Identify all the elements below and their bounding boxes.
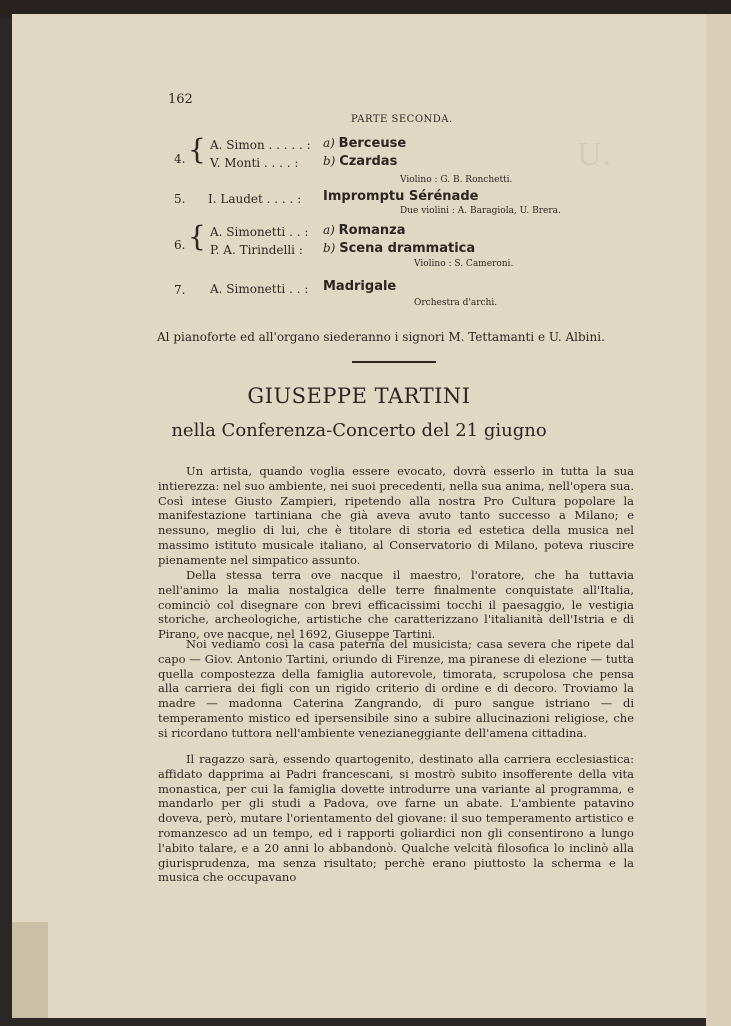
bleed-through-ghost-text: U. <box>577 136 613 173</box>
work-name: Madrigale <box>323 279 397 294</box>
section-divider <box>352 361 436 363</box>
work-letter: a) <box>323 223 335 237</box>
composer: A. Simonetti . . : <box>210 282 309 296</box>
document-page <box>12 14 706 1018</box>
article-paragraph: Un artista, quando voglia essere evocato, dovrà esserlo in tutta la sua intierezza: nel suo ambiente, nei suoi precedenti, nella sua anima, nell'opera sua. Così intese Giusto Zampieri, ripetendo alla nostra Pro Cultura popolare la manifestazione tartiniana che già aveva avuto tanto successo a Milano; e nessuno, meglio di lui, che è titolare di storia ed estetica della musica nel massimo istituto musicale italiano, al Conservatorio di Milano, poteva riuscire pienamente nel simpatico assunto. <box>158 464 634 567</box>
part-title: PARTE SECONDA. <box>351 114 453 125</box>
performers: Violino : S. Cameroni. <box>414 259 514 269</box>
composer: V. Monti . . . . : <box>210 156 299 170</box>
article-subtitle: nella Conferenza-Concerto del 21 giugno <box>171 420 547 441</box>
composer: P. A. Tirindelli : <box>210 243 303 257</box>
accompaniment-note: Al pianoforte ed all'organo siederanno i signori M. Tettamanti e U. Albini. <box>157 330 605 344</box>
page-number: 162 <box>168 92 193 107</box>
program-entry <box>174 133 706 188</box>
performers: Orchestra d'archi. <box>414 298 498 308</box>
work-name: Scena drammatica <box>339 241 476 256</box>
article-title: GIUSEPPE TARTINI <box>247 384 471 408</box>
work-title <box>323 189 478 204</box>
work-name: Czardas <box>339 154 398 169</box>
program-entry <box>174 278 706 328</box>
performers: Violino : G. B. Ronchetti. <box>400 175 513 185</box>
work-name: Romanza <box>338 223 406 238</box>
article-paragraph: Noi vediamo così la casa paterna del musicista; casa severa che ripete dal capo — Giov. Antonio Tartini, oriundo di Firenze, ma piranese di elezione — tutta quella compostezza della famiglia autorevole, timorata, scrupolosa che pensa alla carriera dei figli con un rigido criterio di ordine e di decoro. Troviamo la madre — madonna Caterina Zangrando, di puro sangue istriano — di temperamento mistico ed ipersensibile sino a subire allucinazioni religiose, che si ricordano tuttora nell'ambiente venezianeggiante dell'amena cittadina. <box>158 637 634 740</box>
brace: { <box>188 133 206 166</box>
performers: Due violini : A. Baragiola, U. Brera. <box>400 206 561 216</box>
work-title <box>323 136 406 151</box>
program-entry <box>174 220 706 275</box>
folded-corner <box>12 922 48 1018</box>
brace: { <box>188 220 206 253</box>
adjacent-page-edge <box>706 14 731 1026</box>
work-letter: b) <box>323 154 336 168</box>
work-title <box>323 279 396 294</box>
composer: I. Laudet . . . . : <box>208 192 302 206</box>
work-title <box>323 223 406 238</box>
entry-number: 7. <box>174 283 186 297</box>
work-letter: a) <box>323 136 335 150</box>
entry-number: 4. <box>174 152 186 166</box>
work-name: Impromptu Sérénade <box>323 189 479 204</box>
article-paragraph: Della stessa terra ove nacque il maestro, l'oratore, che ha tuttavia nell'animo la malia nostalgica delle terre finalmente conquistate all'Italia, cominciò col disegnare con brevi efficacissimi tocchi il paesaggio, le vestigia storiche, archeologiche, artistiche che caratterizzano l'italianità dell'Istria e di Pirano, ove nacque, nel 1692, Giuseppe Tartini. <box>158 568 634 642</box>
work-name: Berceuse <box>338 136 407 151</box>
entry-number: 5. <box>174 192 186 206</box>
entry-number: 6. <box>174 238 186 252</box>
work-title <box>323 241 475 256</box>
work-letter: b) <box>323 241 336 255</box>
work-title <box>323 154 397 169</box>
composer: A. Simonetti . . : <box>210 225 309 239</box>
article-paragraph: Il ragazzo sarà, essendo quartogenito, destinato alla carriera ecclesiastica: affidato dapprima ai Padri francescani, si mostrò subito insofferente della vita monastica, per cui la famiglia dovette introdurre una variante al programma, e mandarlo per gli studi a Padova, ove farne un abate. L'ambiente patavino doveva, però, mutare l'orientamento del giovane: il suo temperamento artistico e romanzesco ad un tempo, ed i rapporti goliardici non gli consentirono a lungo l'abito talare, e a 20 anni lo abbandonò. Qualche velcità filosofica lo inclinò alla giurisprudenza, ma senza risultato; perchè erano piuttosto la scherma e la musica che occupavano <box>158 752 634 885</box>
composer: A. Simon . . . . . : <box>210 138 311 152</box>
